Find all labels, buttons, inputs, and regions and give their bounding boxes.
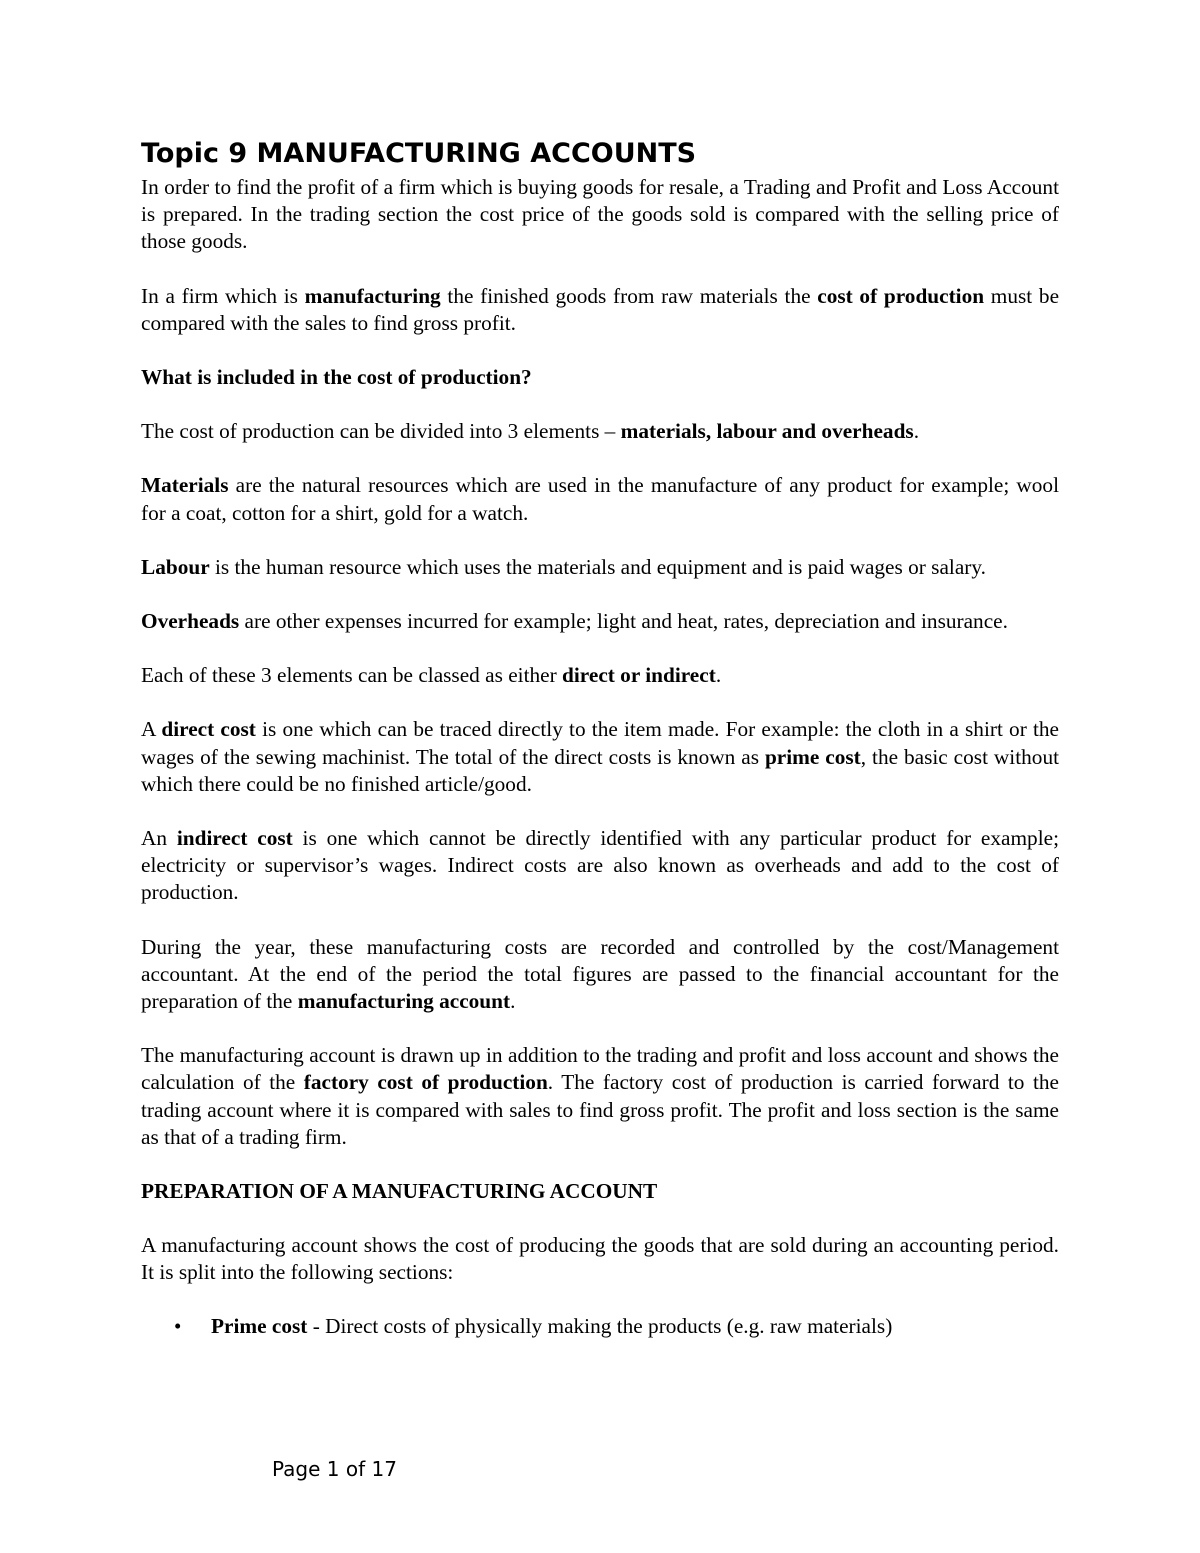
bold-term: manufacturing	[304, 283, 441, 308]
manufacturing-paragraph	[141, 283, 1059, 337]
elements-paragraph	[141, 418, 1059, 445]
sections-list	[141, 1313, 1059, 1340]
text-span: Each of these 3 elements can be classed as either	[141, 663, 563, 688]
bold-term: cost of production	[817, 283, 985, 308]
bold-term: materials, labour and overheads	[620, 419, 914, 444]
text-span: . The factory cost of production is carried forward to the trading account where it is compared with sales to find gross profit. The profit and loss section is the same as that of a trading firm.	[141, 1070, 1060, 1149]
text-span: An	[141, 826, 177, 851]
text-span: - Direct costs of physically making the products (e.g. raw materials)	[307, 1313, 893, 1338]
page-title: Topic 9 MANUFACTURING ACCOUNTS	[141, 138, 697, 169]
bold-term: Overheads	[141, 609, 240, 634]
text-span: are the natural resources which are used in the manufacture of any product for example; wool for a coat, cotton for a shirt, gold for a watch.	[141, 473, 1059, 525]
text-span: During the year, these manufacturing costs are recorded and controlled by the cost/Management accountant. At the end of the period the total figures are passed to the financial accountant for the preparation of the	[141, 934, 1059, 1014]
page-content	[141, 137, 1059, 1340]
text-span: , the basic cost without which there could be no finished article/good.	[141, 744, 1060, 796]
intro-paragraph: In order to find the profit of a firm which is buying goods for resale, a Trading and Profit and Loss Account is prepared. In the trading section the cost price of the goods sold is compared with the selling price of those goods.	[141, 175, 1059, 254]
bold-term: indirect cost	[176, 826, 293, 851]
materials-paragraph	[141, 472, 1059, 526]
bullet-icon: •	[174, 1313, 182, 1338]
text-span: .	[510, 989, 516, 1014]
list-item	[141, 1313, 1059, 1340]
classed-paragraph	[141, 662, 1059, 689]
bold-term: Labour	[141, 554, 210, 579]
bold-term: manufacturing account	[297, 989, 511, 1014]
bold-term: factory cost of production	[303, 1070, 548, 1095]
text-span: are other expenses incurred for example; light and heat, rates, depreciation and insurance.	[239, 609, 1008, 634]
text-span: .	[715, 663, 722, 688]
labour-paragraph	[141, 554, 1059, 581]
text-span: .	[913, 419, 920, 444]
question-heading: What is included in the cost of production?	[141, 365, 532, 390]
text-span: is one which cannot be directly identified with any particular product for example; electricity or supervisor’s wages. Indirect costs are also known as overheads and add to the cost of production.	[141, 826, 1059, 905]
bold-term: prime cost	[764, 744, 861, 769]
manufacturing-account-paragraph	[141, 1042, 1059, 1151]
text-span: is one which can be traced directly to the item made. For example: the cloth in a shirt or the wages of the sewing machinist. The total of the direct costs is known as	[141, 717, 1059, 769]
preparation-heading: PREPARATION OF A MANUFACTURING ACCOUNT	[141, 1179, 658, 1204]
bold-term: Prime cost	[211, 1313, 308, 1338]
text-span: The manufacturing account is drawn up in addition to the trading and profit and loss account and shows the calculation of the	[141, 1043, 1059, 1095]
text-span: the finished goods from raw materials the	[440, 283, 818, 308]
year-paragraph	[141, 934, 1059, 1016]
preparation-paragraph: A manufacturing account shows the cost of producing the goods that are sold during an accounting period. It is split into the following sections:	[141, 1233, 1059, 1285]
text-span: The cost of production can be divided into 3 elements –	[141, 419, 621, 444]
bold-term: direct cost	[161, 717, 256, 742]
indirect-cost-paragraph	[141, 825, 1059, 907]
text-span: A	[141, 717, 162, 742]
page-number-footer: Page 1 of 17	[272, 1457, 397, 1481]
direct-cost-paragraph	[141, 716, 1059, 798]
text-span: must be compared with the sales to find gross profit.	[141, 283, 1060, 335]
overheads-paragraph	[141, 608, 1059, 635]
bold-term: direct or indirect	[562, 663, 716, 688]
text-span: In a firm which is	[141, 283, 305, 308]
bold-term: Materials	[141, 473, 229, 498]
text-span: is the human resource which uses the materials and equipment and is paid wages or salary.	[209, 554, 986, 579]
